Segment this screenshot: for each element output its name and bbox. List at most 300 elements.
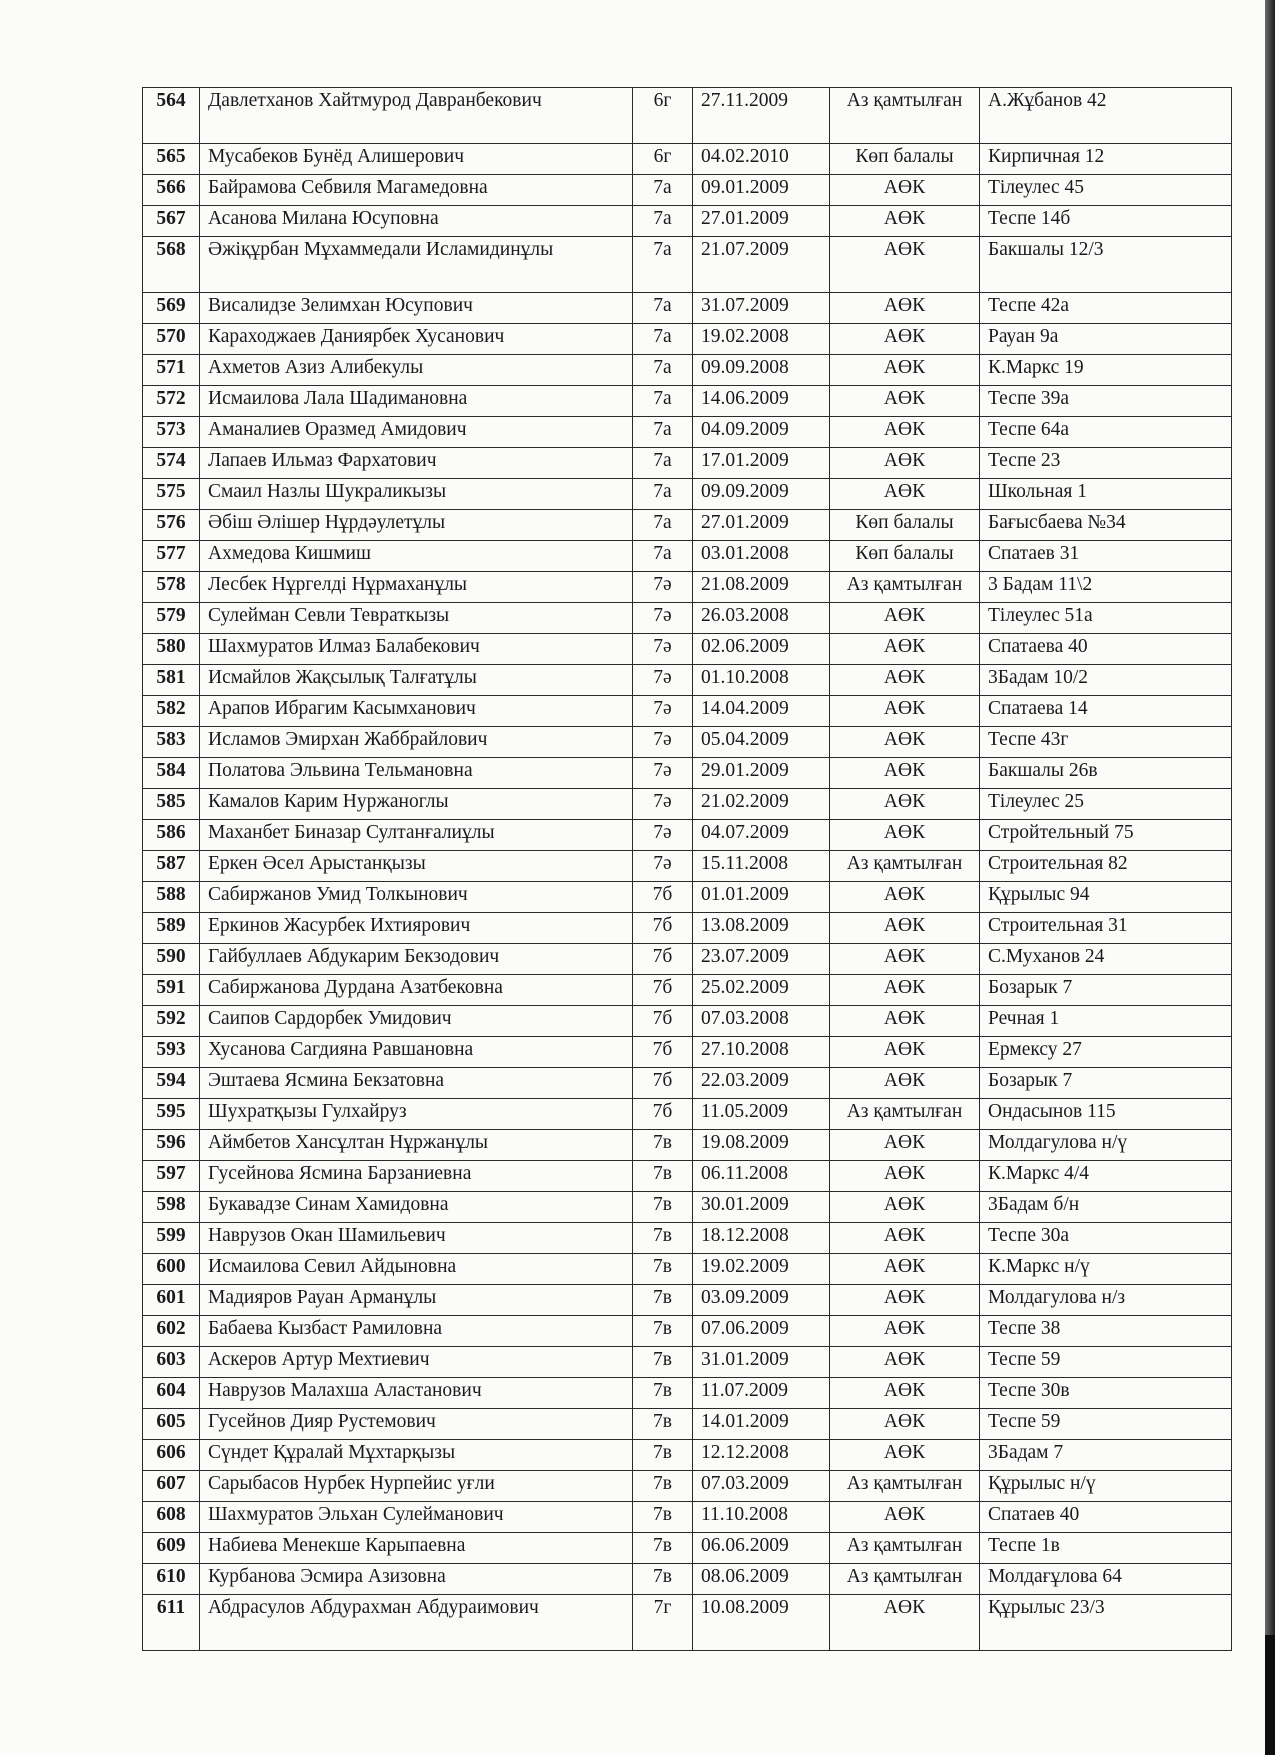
class-cell: 7а [633, 417, 693, 448]
class-cell: 7а [633, 206, 693, 237]
class-cell: 7ә [633, 634, 693, 665]
row-number: 586 [143, 820, 200, 851]
status-cell: АӨК [830, 324, 980, 355]
table-row [143, 1533, 1232, 1564]
row-number: 581 [143, 665, 200, 696]
table-row [143, 1595, 1232, 1651]
birth-date: 29.01.2009 [693, 758, 830, 789]
table-row [143, 448, 1232, 479]
status-cell: Көп балалы [830, 510, 980, 541]
table-row [143, 789, 1232, 820]
address-cell: Теспе 39а [980, 386, 1232, 417]
address-cell: Теспе 59 [980, 1347, 1232, 1378]
status-cell: АӨК [830, 1316, 980, 1347]
student-name: Сулейман Севли Тевраткызы [200, 603, 633, 634]
table-row [143, 1130, 1232, 1161]
table-row [143, 1440, 1232, 1471]
class-cell: 7в [633, 1502, 693, 1533]
table-row [143, 665, 1232, 696]
student-name: Аймбетов Хансұлтан Нұржанұлы [200, 1130, 633, 1161]
birth-date: 12.12.2008 [693, 1440, 830, 1471]
table-row [143, 727, 1232, 758]
birth-date: 21.02.2009 [693, 789, 830, 820]
student-name: Сабиржанов Умид Толкынович [200, 882, 633, 913]
birth-date: 19.02.2008 [693, 324, 830, 355]
birth-date: 26.03.2008 [693, 603, 830, 634]
address-cell: Бозарык 7 [980, 975, 1232, 1006]
row-number: 565 [143, 144, 200, 175]
status-cell: АӨК [830, 1502, 980, 1533]
birth-date: 03.01.2008 [693, 541, 830, 572]
class-cell: 7в [633, 1161, 693, 1192]
class-cell: 7в [633, 1223, 693, 1254]
status-cell: АӨК [830, 448, 980, 479]
status-cell: Аз қамтылған [830, 572, 980, 603]
birth-date: 01.10.2008 [693, 665, 830, 696]
table-row [143, 237, 1232, 293]
status-cell: АӨК [830, 665, 980, 696]
table-row [143, 572, 1232, 603]
birth-date: 09.09.2009 [693, 479, 830, 510]
row-number: 593 [143, 1037, 200, 1068]
row-number: 580 [143, 634, 200, 665]
address-cell: Теспе 30а [980, 1223, 1232, 1254]
status-cell: АӨК [830, 727, 980, 758]
row-number: 606 [143, 1440, 200, 1471]
status-cell: АӨК [830, 634, 980, 665]
address-cell: Құрылыс 23/3 [980, 1595, 1232, 1651]
row-number: 568 [143, 237, 200, 293]
table-row [143, 144, 1232, 175]
address-cell: Ондасынов 115 [980, 1099, 1232, 1130]
address-cell: Рауан 9а [980, 324, 1232, 355]
address-cell: К.Маркс н/ү [980, 1254, 1232, 1285]
student-name: Висалидзе Зелимхан Юсупович [200, 293, 633, 324]
student-name: Полатова Эльвина Тельмановна [200, 758, 633, 789]
table-row [143, 1409, 1232, 1440]
status-cell: АӨК [830, 1006, 980, 1037]
status-cell: АӨК [830, 758, 980, 789]
status-cell: АӨК [830, 237, 980, 293]
address-cell: Бакшалы 12/3 [980, 237, 1232, 293]
birth-date: 07.03.2009 [693, 1471, 830, 1502]
birth-date: 06.06.2009 [693, 1533, 830, 1564]
table-row [143, 417, 1232, 448]
student-name: Наврузов Малахша Аластанович [200, 1378, 633, 1409]
class-cell: 7г [633, 1595, 693, 1651]
table-row [143, 975, 1232, 1006]
birth-date: 03.09.2009 [693, 1285, 830, 1316]
status-cell: АӨК [830, 696, 980, 727]
table-row [143, 820, 1232, 851]
student-name: Мусабеков Бунёд Алишерович [200, 144, 633, 175]
row-number: 610 [143, 1564, 200, 1595]
birth-date: 22.03.2009 [693, 1068, 830, 1099]
student-name: Исмаилова Севил Айдыновна [200, 1254, 633, 1285]
table-row [143, 1378, 1232, 1409]
class-cell: 7б [633, 1068, 693, 1099]
table-row [143, 1316, 1232, 1347]
student-name: Эштаева Ясмина Бекзатовна [200, 1068, 633, 1099]
birth-date: 30.01.2009 [693, 1192, 830, 1223]
status-cell: АӨК [830, 175, 980, 206]
table-row [143, 355, 1232, 386]
table-row [143, 1564, 1232, 1595]
row-number: 597 [143, 1161, 200, 1192]
row-number: 582 [143, 696, 200, 727]
birth-date: 14.04.2009 [693, 696, 830, 727]
address-cell: Стройтельный 75 [980, 820, 1232, 851]
class-cell: 7в [633, 1347, 693, 1378]
address-cell: Бағысбаева №34 [980, 510, 1232, 541]
birth-date: 15.11.2008 [693, 851, 830, 882]
birth-date: 31.07.2009 [693, 293, 830, 324]
class-cell: 7в [633, 1316, 693, 1347]
status-cell: АӨК [830, 1192, 980, 1223]
row-number: 584 [143, 758, 200, 789]
birth-date: 07.06.2009 [693, 1316, 830, 1347]
student-name: Шахмуратов Илмаз Балабекович [200, 634, 633, 665]
table-row [143, 1037, 1232, 1068]
status-cell: АӨК [830, 882, 980, 913]
row-number: 608 [143, 1502, 200, 1533]
class-cell: 7а [633, 175, 693, 206]
student-name: Асанова Милана Юсуповна [200, 206, 633, 237]
row-number: 598 [143, 1192, 200, 1223]
class-cell: 7в [633, 1285, 693, 1316]
birth-date: 27.11.2009 [693, 88, 830, 144]
address-cell: Молдағұлова 64 [980, 1564, 1232, 1595]
birth-date: 18.12.2008 [693, 1223, 830, 1254]
birth-date: 10.08.2009 [693, 1595, 830, 1651]
birth-date: 19.02.2009 [693, 1254, 830, 1285]
student-name: Исмайлов Жақсылық Талғатұлы [200, 665, 633, 696]
table-row [143, 1502, 1232, 1533]
student-name: Гусейнова Ясмина Барзаниевна [200, 1161, 633, 1192]
status-cell: АӨК [830, 603, 980, 634]
class-cell: 7б [633, 975, 693, 1006]
student-name: Мадияров Рауан Арманұлы [200, 1285, 633, 1316]
address-cell: Бакшалы 26в [980, 758, 1232, 789]
class-cell: 7а [633, 479, 693, 510]
address-cell: Школьная 1 [980, 479, 1232, 510]
row-number: 583 [143, 727, 200, 758]
status-cell: АӨК [830, 913, 980, 944]
birth-date: 01.01.2009 [693, 882, 830, 913]
birth-date: 31.01.2009 [693, 1347, 830, 1378]
birth-date: 23.07.2009 [693, 944, 830, 975]
status-cell: АӨК [830, 206, 980, 237]
row-number: 596 [143, 1130, 200, 1161]
status-cell: Аз қамтылған [830, 851, 980, 882]
student-name: Исламов Эмирхан Жаббрайлович [200, 727, 633, 758]
address-cell: Теспе 14б [980, 206, 1232, 237]
table-row [143, 634, 1232, 665]
birth-date: 11.05.2009 [693, 1099, 830, 1130]
class-cell: 7а [633, 448, 693, 479]
status-cell: АӨК [830, 1347, 980, 1378]
table-row [143, 758, 1232, 789]
address-cell: 3 Бадам 11\2 [980, 572, 1232, 603]
student-name: Хусанова Сагдияна Равшановна [200, 1037, 633, 1068]
birth-date: 14.06.2009 [693, 386, 830, 417]
class-cell: 7б [633, 882, 693, 913]
address-cell: Тілеулес 25 [980, 789, 1232, 820]
status-cell: АӨК [830, 293, 980, 324]
status-cell: Аз қамтылған [830, 1564, 980, 1595]
row-number: 575 [143, 479, 200, 510]
class-cell: 6г [633, 144, 693, 175]
table-row [143, 206, 1232, 237]
student-name: Еркен Әсел Арыстанқызы [200, 851, 633, 882]
status-cell: АӨК [830, 479, 980, 510]
address-cell: 3Бадам 7 [980, 1440, 1232, 1471]
row-number: 571 [143, 355, 200, 386]
birth-date: 13.08.2009 [693, 913, 830, 944]
table-row [143, 1099, 1232, 1130]
birth-date: 09.09.2008 [693, 355, 830, 386]
row-number: 589 [143, 913, 200, 944]
table-row [143, 1347, 1232, 1378]
table-row [143, 479, 1232, 510]
class-cell: 7в [633, 1254, 693, 1285]
address-cell: Теспе 38 [980, 1316, 1232, 1347]
row-number: 570 [143, 324, 200, 355]
row-number: 574 [143, 448, 200, 479]
class-cell: 6г [633, 88, 693, 144]
row-number: 607 [143, 1471, 200, 1502]
class-cell: 7в [633, 1440, 693, 1471]
address-cell: 3Бадам б/н [980, 1192, 1232, 1223]
status-cell: АӨК [830, 1254, 980, 1285]
student-name: Әбіш Әлішер Нұрдәулетұлы [200, 510, 633, 541]
address-cell: А.Жұбанов 42 [980, 88, 1232, 144]
table-row [143, 324, 1232, 355]
class-cell: 7а [633, 386, 693, 417]
row-number: 595 [143, 1099, 200, 1130]
row-number: 588 [143, 882, 200, 913]
table-row [143, 1254, 1232, 1285]
student-name: Абдрасулов Абдурахман Абдураимович [200, 1595, 633, 1651]
address-cell: Құрылыс н/ү [980, 1471, 1232, 1502]
student-name: Аманалиев Оразмед Амидович [200, 417, 633, 448]
table-row [143, 175, 1232, 206]
table-row [143, 603, 1232, 634]
student-name: Смаил Назлы Шукраликызы [200, 479, 633, 510]
class-cell: 7ә [633, 572, 693, 603]
birth-date: 27.10.2008 [693, 1037, 830, 1068]
student-name: Арапов Ибрагим Касымханович [200, 696, 633, 727]
row-number: 579 [143, 603, 200, 634]
row-number: 569 [143, 293, 200, 324]
status-cell: АӨК [830, 975, 980, 1006]
birth-date: 17.01.2009 [693, 448, 830, 479]
class-cell: 7ә [633, 789, 693, 820]
class-cell: 7ә [633, 851, 693, 882]
address-cell: Теспе 30в [980, 1378, 1232, 1409]
status-cell: АӨК [830, 355, 980, 386]
student-name: Камалов Карим Нуржаноглы [200, 789, 633, 820]
address-cell: Спатаев 31 [980, 541, 1232, 572]
address-cell: Спатаев 40 [980, 1502, 1232, 1533]
student-name: Еркинов Жасурбек Ихтиярович [200, 913, 633, 944]
student-name: Ахмедова Кишмиш [200, 541, 633, 572]
row-number: 573 [143, 417, 200, 448]
birth-date: 21.08.2009 [693, 572, 830, 603]
table-row [143, 88, 1232, 144]
roster-body [143, 88, 1232, 1651]
status-cell: АӨК [830, 1285, 980, 1316]
class-cell: 7а [633, 355, 693, 386]
class-cell: 7а [633, 237, 693, 293]
address-cell: К.Маркс 19 [980, 355, 1232, 386]
class-cell: 7б [633, 913, 693, 944]
student-name: Байрамова Себвиля Магамедовна [200, 175, 633, 206]
row-number: 566 [143, 175, 200, 206]
birth-date: 09.01.2009 [693, 175, 830, 206]
table-row [143, 696, 1232, 727]
table-row [143, 944, 1232, 975]
student-name: Шахмуратов Эльхан Сулейманович [200, 1502, 633, 1533]
birth-date: 14.01.2009 [693, 1409, 830, 1440]
class-cell: 7в [633, 1409, 693, 1440]
birth-date: 04.07.2009 [693, 820, 830, 851]
address-cell: Тілеулес 51а [980, 603, 1232, 634]
row-number: 585 [143, 789, 200, 820]
student-name: Сүндет Құралай Мұхтарқызы [200, 1440, 633, 1471]
class-cell: 7б [633, 1099, 693, 1130]
class-cell: 7ә [633, 820, 693, 851]
address-cell: Молдагулова н/з [980, 1285, 1232, 1316]
table-row [143, 1285, 1232, 1316]
student-name: Сабиржанова Дурдана Азатбековна [200, 975, 633, 1006]
student-name: Бабаева Кызбаст Рамиловна [200, 1316, 633, 1347]
status-cell: АӨК [830, 1223, 980, 1254]
student-name: Сарыбасов Нурбек Нурпейис уғли [200, 1471, 633, 1502]
table-row [143, 1161, 1232, 1192]
scan-edge-shadow-bottom [1265, 1635, 1275, 1755]
address-cell: Теспе 42а [980, 293, 1232, 324]
address-cell: Ермексу 27 [980, 1037, 1232, 1068]
table-row [143, 913, 1232, 944]
row-number: 572 [143, 386, 200, 417]
address-cell: Теспе 43г [980, 727, 1232, 758]
birth-date: 27.01.2009 [693, 510, 830, 541]
birth-date: 07.03.2008 [693, 1006, 830, 1037]
row-number: 591 [143, 975, 200, 1006]
scan-edge-shadow [1265, 0, 1275, 1755]
class-cell: 7в [633, 1192, 693, 1223]
student-name: Давлетханов Хайтмурод Давранбекович [200, 88, 633, 144]
status-cell: АӨК [830, 1440, 980, 1471]
class-cell: 7а [633, 510, 693, 541]
class-cell: 7а [633, 324, 693, 355]
class-cell: 7б [633, 1037, 693, 1068]
address-cell: Теспе 59 [980, 1409, 1232, 1440]
status-cell: АӨК [830, 417, 980, 448]
status-cell: АӨК [830, 789, 980, 820]
birth-date: 25.02.2009 [693, 975, 830, 1006]
status-cell: Аз қамтылған [830, 1471, 980, 1502]
status-cell: Көп балалы [830, 144, 980, 175]
table-row [143, 1471, 1232, 1502]
student-name: Ахметов Азиз Алибекулы [200, 355, 633, 386]
address-cell: Теспе 64а [980, 417, 1232, 448]
class-cell: 7ә [633, 603, 693, 634]
student-name: Набиева Менекше Карыпаевна [200, 1533, 633, 1564]
class-cell: 7ә [633, 727, 693, 758]
address-cell: Спатаева 40 [980, 634, 1232, 665]
class-cell: 7в [633, 1533, 693, 1564]
table-row [143, 1192, 1232, 1223]
student-name: Гусейнов Дияр Рустемович [200, 1409, 633, 1440]
student-name: Наврузов Окан Шамильевич [200, 1223, 633, 1254]
birth-date: 06.11.2008 [693, 1161, 830, 1192]
student-name: Гайбуллаев Абдукарим Бекзодович [200, 944, 633, 975]
address-cell: Кирпичная 12 [980, 144, 1232, 175]
status-cell: АӨК [830, 1130, 980, 1161]
row-number: 594 [143, 1068, 200, 1099]
address-cell: Тілеулес 45 [980, 175, 1232, 206]
birth-date: 04.09.2009 [693, 417, 830, 448]
class-cell: 7б [633, 1006, 693, 1037]
table-row [143, 1068, 1232, 1099]
row-number: 600 [143, 1254, 200, 1285]
row-number: 609 [143, 1533, 200, 1564]
row-number: 578 [143, 572, 200, 603]
status-cell: АӨК [830, 1068, 980, 1099]
birth-date: 08.06.2009 [693, 1564, 830, 1595]
status-cell: АӨК [830, 1161, 980, 1192]
address-cell: Строительная 82 [980, 851, 1232, 882]
student-name: Лапаев Ильмаз Фархатович [200, 448, 633, 479]
row-number: 587 [143, 851, 200, 882]
student-name: Шухратқызы Гулхайруз [200, 1099, 633, 1130]
class-cell: 7ә [633, 758, 693, 789]
class-cell: 7а [633, 293, 693, 324]
table-row [143, 1006, 1232, 1037]
status-cell: АӨК [830, 944, 980, 975]
address-cell: Бозарык 7 [980, 1068, 1232, 1099]
birth-date: 19.08.2009 [693, 1130, 830, 1161]
address-cell: Строительная 31 [980, 913, 1232, 944]
status-cell: Көп балалы [830, 541, 980, 572]
student-name: Исмаилова Лала Шадимановна [200, 386, 633, 417]
class-cell: 7в [633, 1378, 693, 1409]
birth-date: 11.10.2008 [693, 1502, 830, 1533]
row-number: 611 [143, 1595, 200, 1651]
table-row [143, 851, 1232, 882]
address-cell: Теспе 1в [980, 1533, 1232, 1564]
row-number: 577 [143, 541, 200, 572]
row-number: 567 [143, 206, 200, 237]
class-cell: 7а [633, 541, 693, 572]
student-roster-table [142, 87, 1232, 1651]
birth-date: 04.02.2010 [693, 144, 830, 175]
row-number: 564 [143, 88, 200, 144]
status-cell: АӨК [830, 1595, 980, 1651]
row-number: 604 [143, 1378, 200, 1409]
address-cell: Теспе 23 [980, 448, 1232, 479]
row-number: 592 [143, 1006, 200, 1037]
student-name: Букавадзе Синам Хамидовна [200, 1192, 633, 1223]
address-cell: 3Бадам 10/2 [980, 665, 1232, 696]
table-row [143, 293, 1232, 324]
class-cell: 7б [633, 944, 693, 975]
class-cell: 7ә [633, 696, 693, 727]
status-cell: АӨК [830, 1378, 980, 1409]
status-cell: АӨК [830, 386, 980, 417]
